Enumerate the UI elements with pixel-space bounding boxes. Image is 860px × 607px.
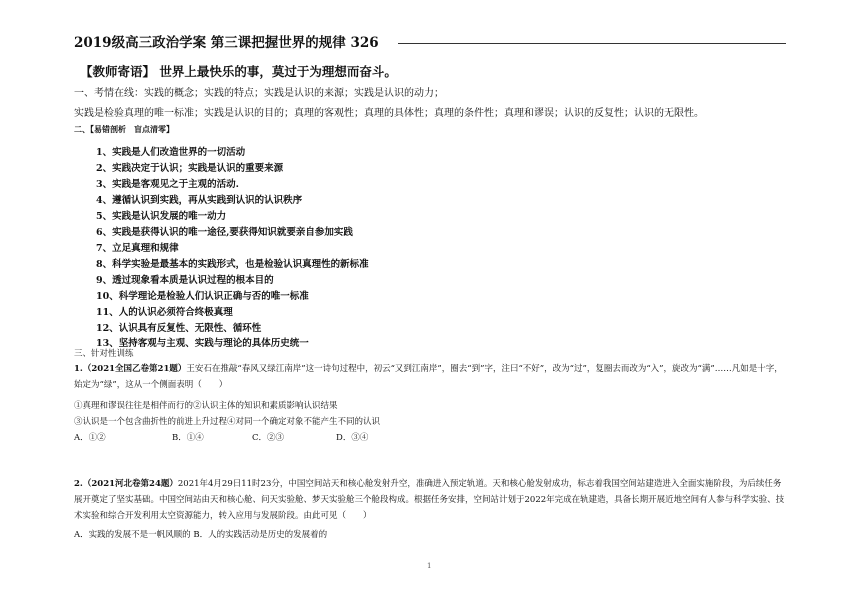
exam-focus-line-2: 实践是检验真理的唯一标准；实践是认识的目的；真理的客观性；真理的具体性；真理的条件性；真理和谬误；认识的反复性；认识的无限性。 xyxy=(74,108,704,119)
question-1-option-c: C．②③ xyxy=(252,433,285,443)
list-item: 4、遵循认识到实践，再从实践到认识的认识秩序 xyxy=(96,195,303,206)
list-item: 13、坚持客观与主观、实践与理论的具体历史统一 xyxy=(96,338,309,349)
list-item: 1、实践是人们改造世界的一切活动 xyxy=(96,147,246,158)
error-analysis-heading: 二、【易错剖析 盲点清零】 xyxy=(74,124,174,134)
list-item: 5、实践是认识发展的唯一动力 xyxy=(96,211,227,222)
list-item: 7、立足真理和规律 xyxy=(96,243,179,254)
exam-focus-line-1: 一、考情在线：实践的概念；实践的特点；实践是认识的来源；实践是认识的动力； xyxy=(74,88,444,99)
question-2-source: 2.（2021河北卷第24题） xyxy=(74,479,178,489)
question-1-statements-a: ①真理和谬误往往是相伴而行的②认识主体的知识和素质影响认识结果 xyxy=(74,401,338,411)
list-item: 8、科学实验是最基本的实践形式，也是检验认识真理性的新标准 xyxy=(96,259,369,270)
list-item: 11、人的认识必须符合终极真理 xyxy=(96,307,233,318)
list-item: 9、透过现象看本质是认识过程的根本目的 xyxy=(96,275,274,286)
practice-heading: 三、针对性训练 xyxy=(74,349,134,359)
header-rule xyxy=(398,43,786,44)
page-number: 1 xyxy=(427,562,432,570)
teacher-motto xyxy=(80,62,397,80)
question-2 xyxy=(74,476,786,524)
question-1-option-d: D．③④ xyxy=(336,433,369,443)
question-2-options: A．实践的发展不是一帆风顺的 B．人的实践活动是历史的发展着的 xyxy=(74,530,328,540)
list-item: 10、科学理论是检验人们认识正确与否的唯一标准 xyxy=(96,291,309,302)
question-1 xyxy=(74,361,786,393)
question-2-text: 2021年4月29日11时23分，中国空间站天和核心舱发射升空，准确进入预定轨道。天和核心舱发射成功，标志着我国空间站建造进入全面实施阶段，为后续任务展开奠定了坚实基础。中国空间站由天和核心舱、问天实验舱、梦天实验舱三个舱段构成。根据任务安排，空间站计划于2022年完成在轨建造，具备长期开展近地空间有人参与科学实验、技术实验和综合开发利用太空资源能力，转入应用与发展阶段。由此可见（ ） xyxy=(74,479,785,521)
page-title: 2019级高三政治学案 第三课把握世界的规律 326 xyxy=(74,35,379,51)
motto-text: 世界上最快乐的事，莫过于为理想而奋斗。 xyxy=(159,64,397,79)
list-item: 12、认识具有反复性、无限性、循环性 xyxy=(96,323,262,334)
question-1-text: 王安石在推敲“春风又绿江南岸”这一诗句过程中，初云“又到江南岸”，圈去“到”字，注曰“不好”，改为“过”，复圈去而改为“入”，旋改为“满”……凡如是十字，始定为“绿”，这从一个侧面表明（ ） xyxy=(74,364,783,390)
motto-label: 【教师寄语】 xyxy=(80,64,156,79)
list-item: 2、实践决定于认识；实践是认识的重要来源 xyxy=(96,163,284,174)
question-1-statements-b: ③认识是一个包含曲折性的前进上升过程④对同一个确定对象不能产生不同的认识 xyxy=(74,417,381,427)
list-item: 6、实践是获得认识的唯一途径,要获得知识就要亲自参加实践 xyxy=(96,227,353,238)
question-1-option-a: A．①② xyxy=(74,433,106,443)
question-1-source: 1.（2021全国乙卷第21题） xyxy=(74,364,187,374)
list-item: 3、实践是客观见之于主观的活动. xyxy=(96,179,239,190)
question-1-option-b: B．①④ xyxy=(172,433,204,443)
